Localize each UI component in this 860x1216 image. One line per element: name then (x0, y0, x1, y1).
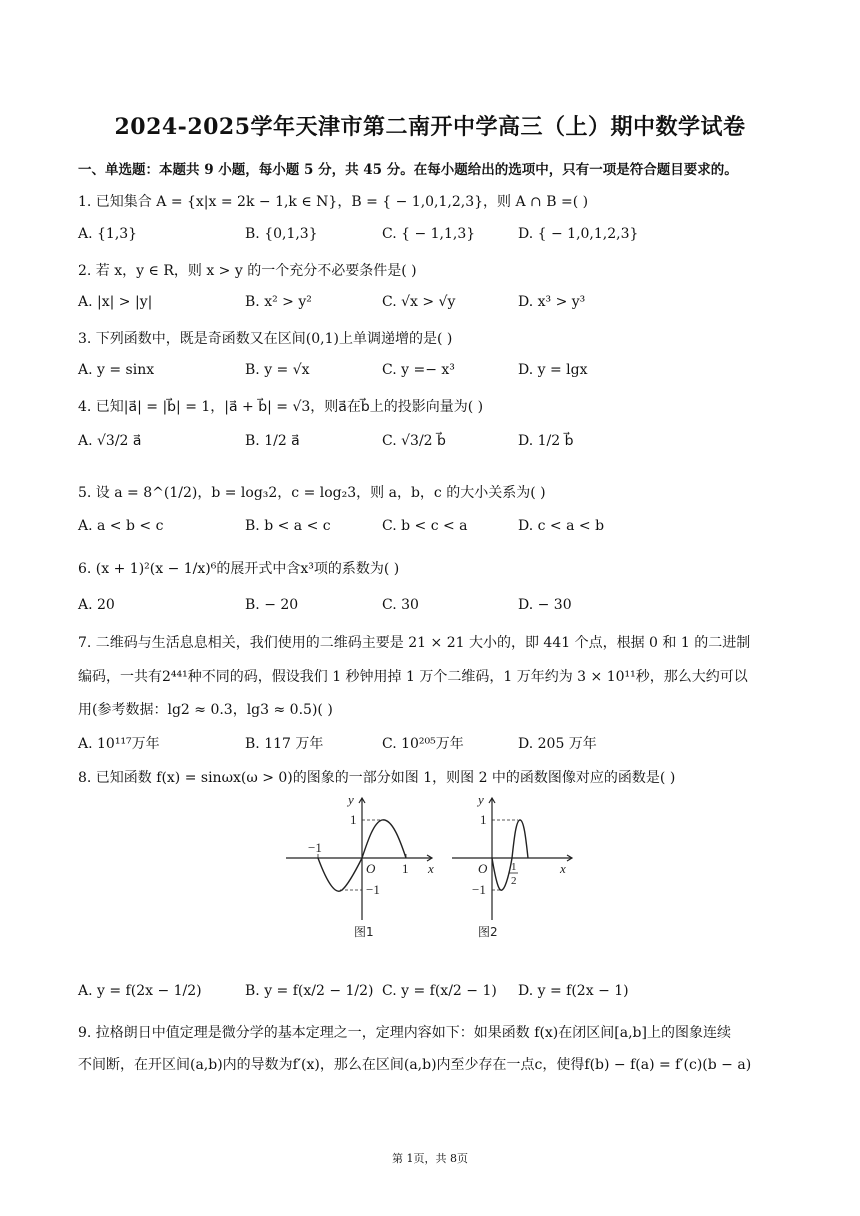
question-3-option-c: C. y =− x³ (382, 362, 455, 378)
question-2-option-b: B. x² > y² (245, 294, 312, 310)
exam-title: 2024-2025学年天津市第二南开中学高三（上）期中数学试卷 (114, 114, 746, 140)
fig1-x-label: x (428, 861, 434, 876)
question-6-stem: 6. (x + 1)²(x − 1/x)⁶的展开式中含x³项的系数为( ) (78, 561, 400, 577)
fig2-tick-neg1-y: −1 (472, 882, 486, 897)
question-3-stem: 3. 下列函数中，既是奇函数又在区间(0,1)上单调递增的是( ) (78, 331, 453, 347)
fig2-origin: O (478, 861, 488, 876)
question-2-option-a: A. |x| > |y| (78, 294, 153, 310)
question-7-line-1: 7. 二维码与生活息息相关，我们使用的二维码主要是 21 × 21 大小的，即 441 个点，根据 0 和 1 的二进制 (78, 635, 751, 651)
question-7-line-3: 用(参考数据：lg2 ≈ 0.3，lg3 ≈ 0.5)( ) (78, 702, 333, 718)
fig2-y-label: y (478, 792, 484, 807)
question-4-option-a: A. √3/2 a⃗ (78, 433, 142, 449)
question-8-option-d: D. y = f(2x − 1) (518, 983, 629, 999)
question-3-option-b: B. y = √x (245, 362, 310, 378)
question-7-option-d: D. 205 万年 (518, 736, 597, 752)
question-1-option-d: D. { − 1,0,1,2,3} (518, 226, 639, 242)
question-1-option-c: C. { − 1,1,3} (382, 226, 476, 242)
fig2-caption: 图2 (478, 925, 498, 939)
question-7-option-a: A. 10¹¹⁷万年 (78, 736, 160, 752)
question-5-option-b: B. b < a < c (245, 518, 331, 534)
fig1-tick-neg1-x: −1 (308, 840, 322, 855)
question-6-option-d: D. − 30 (518, 597, 572, 613)
question-5-option-a: A. a < b < c (78, 518, 164, 534)
question-4-option-d: D. 1/2 b⃗ (518, 433, 574, 449)
fig2-tick-half-num: 1 (511, 861, 517, 873)
question-1-option-a: A. {1,3} (78, 226, 138, 242)
fig1-y-label: y (348, 792, 354, 807)
question-5-stem: 5. 设 a = 8^(1/2)，b = log₃2，c = log₂3，则 a，b，c 的大小关系为( ) (78, 485, 546, 501)
fig1-caption: 图1 (354, 925, 374, 939)
question-5-option-d: D. c < a < b (518, 518, 605, 534)
question-1-stem: 1. 已知集合 A = {x|x = 2k − 1,k ∈ N}，B = { − 1,0,1,2,3}，则 A ∩ B =( ) (78, 194, 589, 210)
question-8-option-c: C. y = f(x/2 − 1) (382, 983, 497, 999)
question-9-line-1: 9. 拉格朗日中值定理是微分学的基本定理之一，定理内容如下：如果函数 f(x)在闭区间[a,b]上的图象连续 (78, 1025, 731, 1041)
question-9-line-2: 不间断，在开区间(a,b)内的导数为f′(x)，那么在区间(a,b)内至少存在一点c，使得f(b) − f(a) = f′(c)(b − a) (78, 1057, 752, 1073)
question-6-option-a: A. 20 (78, 597, 115, 613)
fig1-tick-neg1-y: −1 (366, 882, 380, 897)
fig1-origin: O (366, 861, 376, 876)
fig1-tick-1: 1 (350, 812, 357, 827)
question-1-option-b: B. {0,1,3} (245, 226, 318, 242)
question-8-figure (282, 790, 578, 940)
question-3-option-d: D. y = lgx (518, 362, 588, 378)
question-8-option-b: B. y = f(x/2 − 1/2) (245, 983, 374, 999)
question-7-option-b: B. 117 万年 (245, 736, 324, 752)
question-4-option-c: C. √3/2 b⃗ (382, 433, 446, 449)
question-4-stem: 4. 已知|a⃗| = |b⃗| = 1，|a⃗ + b⃗| = √3，则a⃗在b⃗上的投影向量为( ) (78, 399, 484, 415)
question-4-option-b: B. 1/2 a⃗ (245, 433, 300, 449)
page-footer: 第 1页，共 8页 (392, 1152, 468, 1165)
question-2-stem: 2. 若 x，y ∈ R，则 x > y 的一个充分不必要条件是( ) (78, 263, 417, 279)
fig1-tick-1-x: 1 (402, 861, 409, 876)
question-8-option-a: A. y = f(2x − 1/2) (78, 983, 202, 999)
question-6-option-c: C. 30 (382, 597, 419, 613)
question-3-option-a: A. y = sinx (78, 362, 155, 378)
question-5-option-c: C. b < c < a (382, 518, 468, 534)
question-6-option-b: B. − 20 (245, 597, 299, 613)
question-7-line-2: 编码，一共有2⁴⁴¹种不同的码，假设我们 1 秒钟用掉 1 万个二维码，1 万年约为 3 × 10¹¹秒，那么大约可以 (78, 669, 748, 685)
question-7-option-c: C. 10²⁰⁵万年 (382, 736, 464, 752)
fig2-tick-half-den: 2 (511, 875, 517, 887)
question-2-option-c: C. √x > √y (382, 294, 456, 310)
fig2-tick-1: 1 (480, 812, 487, 827)
fig2-curve (492, 820, 528, 890)
question-8-stem: 8. 已知函数 f(x) = sinωx(ω > 0)的图象的一部分如图 1，则图 2 中的函数图像对应的函数是( ) (78, 770, 676, 786)
fig2-x-label: x (560, 861, 566, 876)
question-2-option-d: D. x³ > y³ (518, 294, 586, 310)
section-heading: 一、单选题：本题共 9 小题，每小题 5 分，共 45 分。在每小题给出的选项中，只有一项是符合题目要求的。 (78, 162, 738, 178)
